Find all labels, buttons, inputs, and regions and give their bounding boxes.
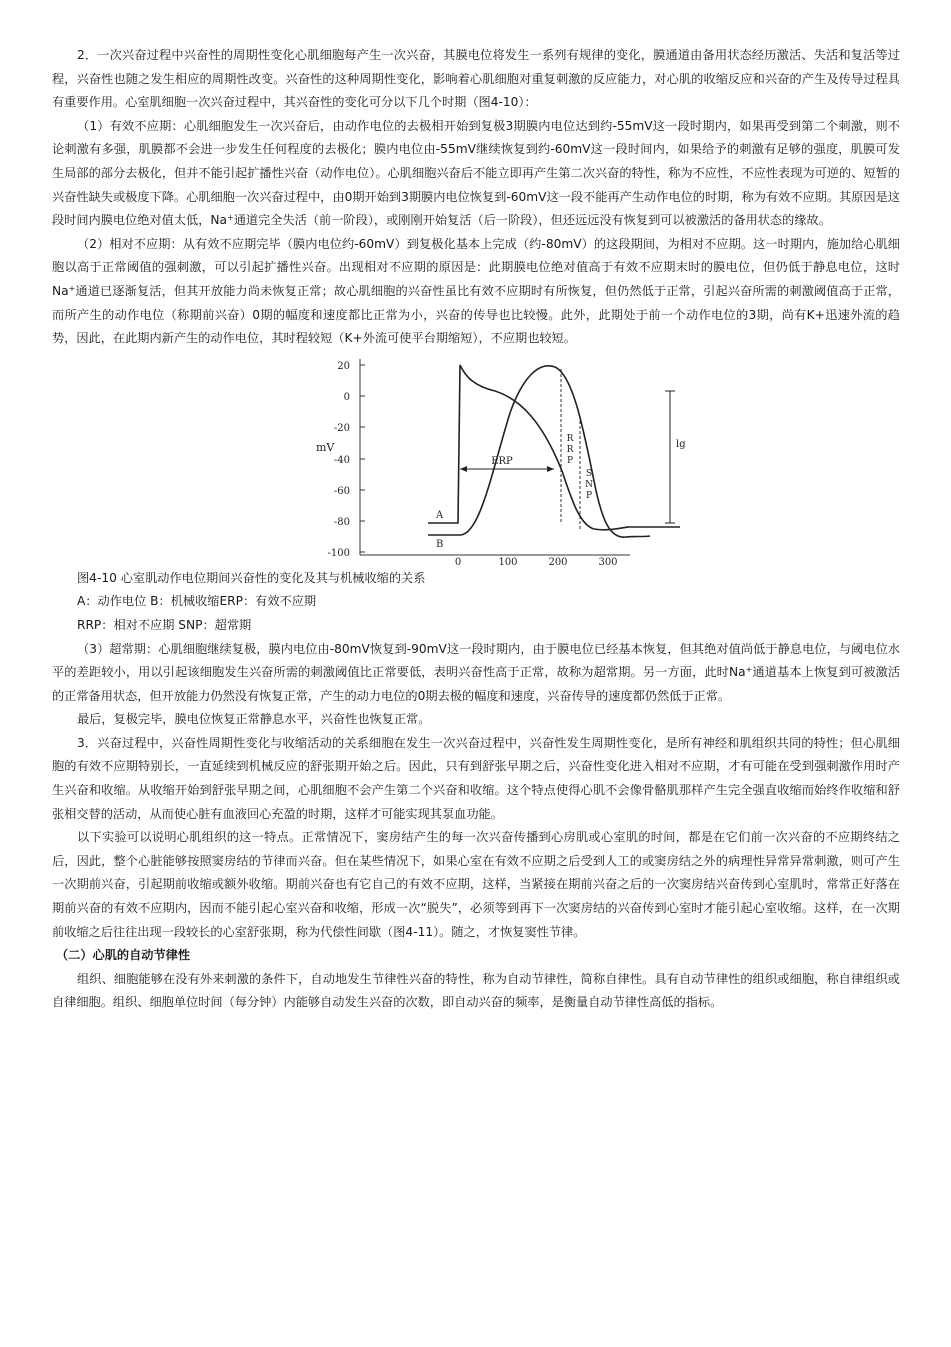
curve-a-label: A [436,509,444,521]
figure-legend-line-2: RRP：相对不应期 SNP：超常期 [77,617,252,632]
paragraph-final-recovery: 最后，复极完毕，膜电位恢复正常静息水平，兴奋性也恢复正常。 [77,712,431,727]
text-segment: （2）相对不应期：从有效不应期完毕（膜内电位约-60mV）到复极化基本上完成（约-80mV）的这段期间，为相对不应期。这一时期内，施加给心肌细胞以高于正常阈值的强刺激，可以引起扩播性兴奋。出现相对不应期的原因是：此期膜电位绝对值高于有效不应期末时的膜电位，但仍低于静息电位，这时Na [52,236,900,298]
x-ticks [455,557,618,567]
y-tick-label: -40 [333,454,350,466]
x-tick-label: 100 [498,556,518,567]
text-segment: 通道完全失活（前一阶段），或刚刚开始复活（后一阶段），但还远远没有恢复到可以被激活的备用状态的缘故。 [233,213,831,228]
rrp-label-p: P [566,455,574,466]
curve-b-mechanical-contraction [428,366,650,537]
y-tick-label: -100 [327,547,350,559]
snp-label-n: N [585,479,593,490]
erp-arrowhead-right [547,466,554,472]
text-segment: 通道已逐渐复活，但其开放能力尚未恢复正常；故心肌细胞的兴奋性虽比有效不应期时有所恢复，但仍然低于正常，引起兴奋所需的刺激阈值高于正常，而所产生的动作电位（称期前兴奋）0期的幅度和速度都比正常为小，兴奋的传导也比较慢。此外，此期处于前一个动作电位的3期，尚有K+迅速外流的趋势，因此，在此期内新产生的动作电位，其时程较短（K+外流可使平台期缩短），不应期也较短。 [52,283,900,346]
erp-label: ERP [491,455,513,467]
x-tick-label: 200 [548,556,568,567]
y-unit-label: mV [316,440,335,454]
rrp-label-r1: R [566,433,574,444]
x-tick-label: 0 [454,556,462,567]
superscript: + [68,283,76,293]
figure-caption: 图4-10 心室肌动作电位期间兴奋性的变化及其与机械收缩的关系 [77,570,426,585]
text-segment: （1）有效不应期：心肌细胞发生一次兴奋后，由动作电位的去极相开始到复极3期膜内电位达到约-55mV这一段时期内，如果再受到第二个刺激，则不论刺激有多强，肌膜都不会进一步发生任何程度的去极化；膜内电位由-55mV继续恢复到约-60mV这一段时间内，如果给予的刺激有足够的强度，肌膜可发生局部的部分去极化，但并不能引起扩播性兴奋（动作电位）。心肌细胞兴奋后不能立即再产生第二次兴奋的特性，称为不应性，不应性表现为可逆的、短暂的兴奋性缺失或极度下降。心肌细胞一次兴奋过程中，由0期开始到3期膜内电位恢复到-60mV这一段不能再产生动作电位的时期，称为有效不应期。其原因是这段时间内膜电位绝对值太低，Na [52,118,900,228]
y-tick-label: 20 [337,360,350,372]
text-segment: 通道基本上恢复到可被激活的正常备用状态，但开放能力仍然没有恢复正常，产生的动力电位的0期去极的幅度和速度，兴奋传导的速度都仍然低于正常。 [52,665,901,703]
paragraph-relative-refractory [52,233,900,351]
action-potential-figure [310,351,690,567]
document-page [52,44,900,1015]
lg-label: lg [676,438,686,450]
section-heading: （二）心肌的自动节律性 [56,948,191,963]
paragraph-periodic-change: 2．一次兴奋过程中兴奋性的周期性变化心肌细胞每产生一次兴奋，其膜电位将发生一系列有规律的变化，膜通道由备用状态经历激活、失活和复活等过程，兴奋性也随之发生相应的周期性改变。兴奋性的这种周期性变化，影响着心肌细胞对重复刺激的反应能力，对心肌的收缩反应和兴奋的产生及传导过程具有重要作用。心室肌细胞一次兴奋过程中，其兴奋性的变化可分以下几个时期（图4-10）： [52,48,900,110]
superscript: + [745,665,753,675]
x-tick-label: 300 [598,556,618,567]
rrp-label-r2: R [566,444,574,455]
y-tick-label: -20 [333,422,350,434]
figure-legend-line-1: A：动作电位 B：机械收缩ERP：有效不应期 [77,594,317,609]
y-tick-label: 0 [343,391,350,403]
curve-a-action-potential [428,365,628,530]
paragraph-automaticity: 组织、细胞能够在没有外来刺激的条件下，自动地发生节律性兴奋的特性，称为自动节律性，简称自律性。具有自动节律性的组织或细胞，称自律组织或自律细胞。组织、细胞单位时间（每分钟）内能够自动发生兴奋的次数，即自动兴奋的频率，是衡量自动节律性高低的指标。 [52,971,900,1010]
figure-4-10 [52,351,900,567]
erp-arrowhead-left [460,466,467,472]
snp-label-p: P [585,490,593,501]
text-segment: （3）超常期：心肌细胞继续复极，膜内电位由-80mV恢复到-90mV这一段时期内，由于膜电位已经基本恢复，但其绝对值尚低于静息电位，与阈电位水平的差距较小，用以引起该细胞发生兴奋所需的刺激阈值比正常要低，表明兴奋性高于正常，故称为超常期。另一方面，此时Na [52,641,900,680]
y-ticks [328,361,365,559]
curve-b-label: B [436,538,444,550]
paragraph-supernormal [52,638,900,709]
paragraph-excitability-contraction: 3．兴奋过程中，兴奋性周期性变化与收缩活动的关系细胞在发生一次兴奋过程中，兴奋性发生周期性变化，是所有神经和肌组织共同的特性；但心肌细胞的有效不应期特别长，一直延续到机械反应的舒张期开始之后。因此，只有到舒张早期之后，兴奋性变化进入相对不应期，才有可能在受到强刺激作用时产生兴奋和收缩。从收缩开始到舒张早期之间，心肌细胞不会产生第二个兴奋和收缩。这个特点使得心肌不会像骨骼肌那样产生完全强直收缩而始终作收缩和舒张相交替的活动，从而使心脏有血液回心充盈的时期，这样才可能实现其泵血功能。 [52,735,900,821]
y-tick-label: -60 [333,485,350,497]
paragraph-effective-refractory [52,115,900,233]
paragraph-experiment: 以下实验可以说明心肌组织的这一特点。正常情况下，窦房结产生的每一次兴奋传播到心房肌或心室肌的时间，都是在它们前一次兴奋的不应期终结之后，因此，整个心脏能够按照窦房结的节律而兴奋。但在某些情况下，如果心室在有效不应期之后受到人工的或窦房结之外的病理性异常异常刺激，则可产生一次期前兴奋，引起期前收缩或额外收缩。期前兴奋也有它自己的有效不应期，这样，当紧接在期前兴奋之后的一次窦房结兴奋传到心室肌时，常常正好落在期前兴奋的有效不应期内，因而不能引起心室兴奋和收缩，形成一次“脱失”，必须等到再下一次窦房结的兴奋传到心室时才能引起心室收缩。这样，在一次期前收缩之后往往出现一段较长的心室舒张期，称为代偿性间歇（图4-11）。随之，才恢复窦性节律。 [52,830,900,939]
snp-label-s: S [585,468,593,479]
superscript: + [227,213,234,223]
y-tick-label: -80 [333,516,350,528]
